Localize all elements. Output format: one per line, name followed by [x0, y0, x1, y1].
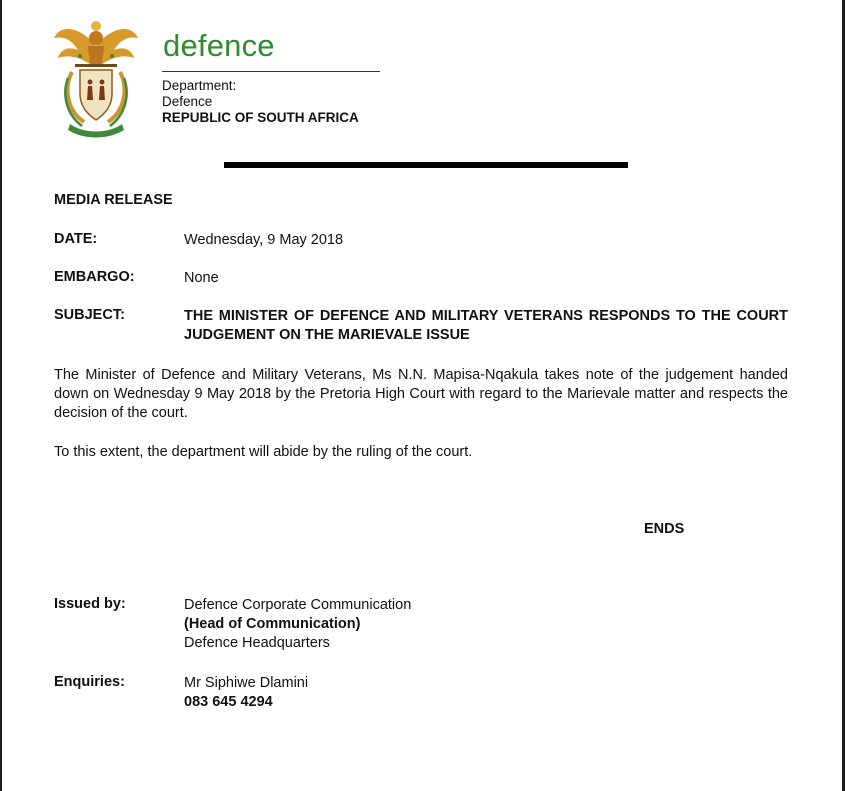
- body-paragraph-1: The Minister of Defence and Military Veterans, Ms N.N. Mapisa-Nqakula takes note of the judgement handed down on Wednesday 9 May 2018 by the Pretoria High Court with regard to the Marievale matter and respects the decision of the court.: [54, 367, 788, 421]
- date-value: Wednesday, 9 May 2018: [184, 232, 344, 248]
- issued-by-line-1: Defence Corporate Communication: [184, 597, 412, 613]
- brand-underline: [162, 71, 380, 72]
- issued-by-line-3: Defence Headquarters: [184, 635, 330, 651]
- embargo-value: None: [184, 270, 219, 286]
- subject-label: SUBJECT:: [54, 307, 125, 323]
- date-label: DATE:: [54, 231, 98, 247]
- brand-wordmark: defence: [163, 28, 275, 63]
- enquiries-name: Mr Siphiwe Dlamini: [184, 675, 309, 691]
- coat-of-arms-icon: [50, 16, 142, 138]
- enquiries-phone: 083 645 4294: [184, 694, 273, 710]
- embargo-label: EMBARGO:: [54, 269, 135, 285]
- ends-marker: ENDS: [644, 521, 685, 537]
- body-paragraph-2: To this extent, the department will abide by the ruling of the court.: [54, 444, 473, 460]
- enquiries-block: [184, 674, 308, 712]
- enquiries-label: Enquiries:: [54, 674, 125, 690]
- media-release-heading: MEDIA RELEASE: [54, 192, 173, 208]
- issued-by-block: [184, 596, 411, 653]
- department-name: Defence: [162, 94, 213, 109]
- country-name: REPUBLIC OF SOUTH AFRICA: [162, 110, 359, 125]
- issued-by-label: Issued by:: [54, 596, 126, 612]
- issued-by-line-2: (Head of Communication): [184, 616, 361, 632]
- subject-value: THE MINISTER OF DEFENCE AND MILITARY VETERANS RESPONDS TO THE COURT JUDGEMENT ON THE MARIEVALE ISSUE: [184, 308, 788, 343]
- header-divider: [224, 162, 628, 168]
- department-label: Department:: [162, 78, 237, 93]
